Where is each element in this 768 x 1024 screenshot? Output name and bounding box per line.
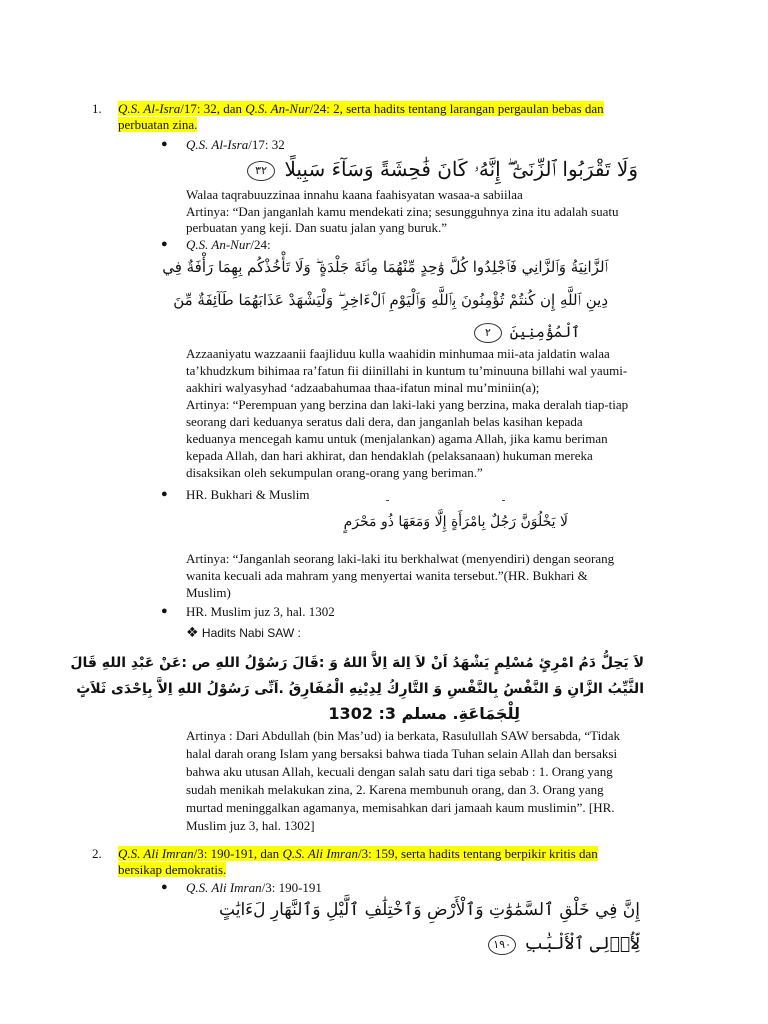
translation-an-nur-line2: seorang dari keduanya seratus dali dera, dan janganlah belas kasihan kepada [186, 414, 583, 429]
ayah-number-icon: ٢ [474, 323, 502, 343]
heading-text: perbuatan zina. [118, 117, 198, 132]
translation-bukhari-line3: Muslim) [186, 585, 231, 600]
ref-italic: Q.S. Al-Isra [186, 137, 249, 152]
ref-rest: /24: [250, 237, 271, 252]
ref-rest: /17: 32 [248, 137, 285, 152]
section-1-heading-line1 [118, 101, 604, 117]
translation-an-nur-line4: kepada Allah, dan hari akhirat, dan hendaklah (pelaksanaan) hukuman mereka [186, 448, 593, 463]
transliteration-an-nur-line2: ta’khudzkum bihimaa ra’fatun fii diinillahi in kuntum tu’minuuna billahi wal yaumi- [186, 363, 628, 378]
section-1-heading-line2 [118, 117, 197, 133]
translation-bukhari-line1: Artinya: “Janganlah seorang laki-laki itu berkhalwat (menyendiri) dengan seorang [186, 551, 615, 566]
arabic-verse-an-nur-line2: دِينِ ٱللَّهِ إِن كُنتُمْ تُؤْمِنُونَ بِٱللَّهِ وَٱلْيَوْمِ ٱلْءَاخِرِ ۖ وَلْيَشْهَدْ عَذَابَهُمَا طَآئِفَةٌ مِّنَ [173, 291, 608, 309]
item-ref-an-nur [186, 237, 271, 253]
arabic-verse-an-nur-line3 [471, 317, 580, 347]
ref-ali-imran: Q.S. Ali Imran [118, 846, 194, 861]
ayah-number-icon: ٣٢ [247, 161, 275, 181]
translation-an-nur-line3: keduanya mencegah kamu untuk (menjalankan) agama Allah, jika kamu beriman [186, 431, 608, 446]
decoration-mark [502, 500, 505, 501]
translation-muslim-line1: Artinya : Dari Abdullah (bin Mas’ud) ia berkata, Rasulullah SAW bersabda, “Tidak [186, 728, 621, 743]
heading-text: /3: 159, serta hadits tentang berpikir kritis dan [358, 846, 598, 861]
heading-text: /24: 2, serta hadits tentang larangan pergaulan bebas dan [309, 101, 604, 116]
item-ref-bukhari-muslim: HR. Bukhari & Muslim [186, 487, 310, 502]
translation-an-nur-line5: disaksikan oleh sekumpulan orang-orang yang beriman.” [186, 465, 483, 480]
translation-muslim-line2: halal darah orang Islam yang bersaksi bahwa tiada Tuhan selain Allah dan bersaksi [186, 746, 618, 761]
section-1-number: 1. [92, 101, 102, 116]
ref-rest: /3: 190-191 [261, 880, 322, 895]
ref-italic: Q.S. An-Nur [186, 237, 251, 252]
bullet-icon: ● [161, 605, 168, 617]
heading-text: bersikap demokratis. [118, 862, 227, 877]
item-ref-al-isra [186, 137, 285, 153]
ref-an-nur: Q.S. An-Nur [245, 101, 310, 116]
ref-ali-imran: Q.S. Ali Imran [282, 846, 359, 861]
arabic-verse-an-nur-line1: ٱلزَّانِيَةُ وَٱلزَّانِي فَٱجْلِدُوا كُلَّ وَٰحِدٍ مِّنْهُمَا مِا۟ئَةَ جَلْدَةٍ ۖ وَلَا تَأْخُذْكُم بِهِمَا رَأْفَةٌ فِي [162, 258, 608, 276]
arabic-hadith-muslim-line3 [328, 701, 520, 727]
ref-al-isra: Q.S. Al-Isra [118, 101, 181, 116]
arabic-verse-ali-imran-line2 [485, 928, 640, 960]
transliteration-an-nur-line1: Azzaaniyatu wazzaanii faajliduu kulla waahidin minhumaa mii-ata jaldatin walaa [186, 346, 610, 361]
translation-muslim-line3: bahwa aku utusan Allah, kecuali dengan salah satu dari tiga sebab : 1. Orang yang [186, 764, 613, 779]
bullet-icon: ● [161, 488, 168, 500]
bullet-icon: ● [161, 138, 168, 150]
arabic-text: لِلْجَمَاعَةِ. [452, 704, 520, 723]
diamond-bullet-icon: ❖ [186, 624, 199, 640]
ayah-number-icon: ١٩٠ [488, 935, 516, 955]
item-ref-muslim: HR. Muslim juz 3, hal. 1302 [186, 604, 335, 619]
arabic-hadith-muslim-line1: لاَ يَحِلُّ دَمُ امْرِئٍ مُسْلِمٍ يَشْهَدُ اَنْ لاَ اِلهَ اِلاَّ اللهُ وَ :قَالَ رَسُوْلُ اللهِ ص :عَنْ عَبْدِ اللهِ قَالَ [70, 655, 644, 671]
translation-muslim-line5: murtad meninggalkan agamanya, memisahkan dari jamaah kaum muslimin”. [HR. [186, 800, 615, 815]
translation-al-isra-line1: Artinya: “Dan janganlah kamu mendekati zina; sesungguhnya zina itu adalah suatu [186, 204, 619, 219]
hadith-source-number: مسلم 3: 1302 [328, 704, 447, 723]
section-2-heading-line1 [118, 846, 598, 862]
translation-bukhari-line2: wanita kecuali ada mahram yang menyertai wanita tersebut.”(HR. Bukhari & [186, 568, 588, 583]
translation-an-nur-line1: Artinya: “Perempuan yang berzina dan laki-laki yang berzina, maka deralah tiap-tiap [186, 397, 629, 412]
decoration-mark [386, 500, 389, 501]
arabic-text: وَلَا تَقْرَبُوا ٱلزِّنَىٰٓ ۖ إِنَّهُۥ كَانَ فَٰحِشَةً وَسَآءَ سَبِيلًا [284, 157, 638, 181]
arabic-text: لِّأُو۟لِى ٱلْأَلْبَٰبِ [524, 934, 640, 954]
translation-al-isra-line2: perbuatan yang keji. Dan suatu jalan yang buruk.” [186, 220, 447, 235]
subheading-text: Hadits Nabi SAW : [201, 626, 301, 640]
bullet-icon: ● [161, 238, 168, 250]
transliteration-al-isra: Walaa taqrabuuzzinaa innahu kaana faahisyatan wasaa-a sabiilaa [186, 187, 523, 202]
bullet-icon: ● [161, 881, 168, 893]
heading-text: /17: 32, dan [180, 101, 246, 116]
hadith-nabi-subheading [186, 624, 301, 641]
section-2-number: 2. [92, 846, 102, 861]
ref-italic: Q.S. Ali Imran [186, 880, 262, 895]
transliteration-an-nur-line3: aakhiri walyasyhad ‘adzaabahumaa thaa-ifatun minal mu’miniin(a); [186, 380, 540, 395]
heading-text: /3: 190-191, dan [193, 846, 283, 861]
translation-muslim-line4: sudah menikah melakukan zina, 2. Karena membunuh orang, dan 3. Orang yang [186, 782, 604, 797]
arabic-verse-ali-imran-line1: إِنَّ فِي خَلْقِ ٱلسَّمَٰوَٰتِ وَٱلْأَرْضِ وَٱخْتِلَٰفِ ٱلَّيْلِ وَٱلنَّهَارِ لَءَايَٰتٍ [219, 900, 640, 920]
section-2-heading-line2 [118, 862, 226, 878]
arabic-text: ٱلْمُؤْمِنِينَ [509, 323, 580, 341]
arabic-verse-al-isra [244, 153, 638, 185]
arabic-hadith-bukhari-muslim: لَا يَخْلُوَنَّ رَجُلٌ بِامْرَأَةٍ إِلَّا وَمَعَهَا ذُو مَحْرَمٍ [343, 514, 568, 530]
arabic-hadith-muslim-line2: الثَّيِّبُ الزَّانِ وَ النَّفْسُ بِالنَّفْسِ وَ التَّارِكُ لِدِيْنِهِ الْمُفَارِقُ .اَنِّى رَسُوْلُ اللهِ اِلاَّ بِاِحْدَى ثَلاَثٍ [76, 681, 644, 697]
translation-muslim-line6: Muslim juz 3, hal. 1302] [186, 818, 315, 833]
